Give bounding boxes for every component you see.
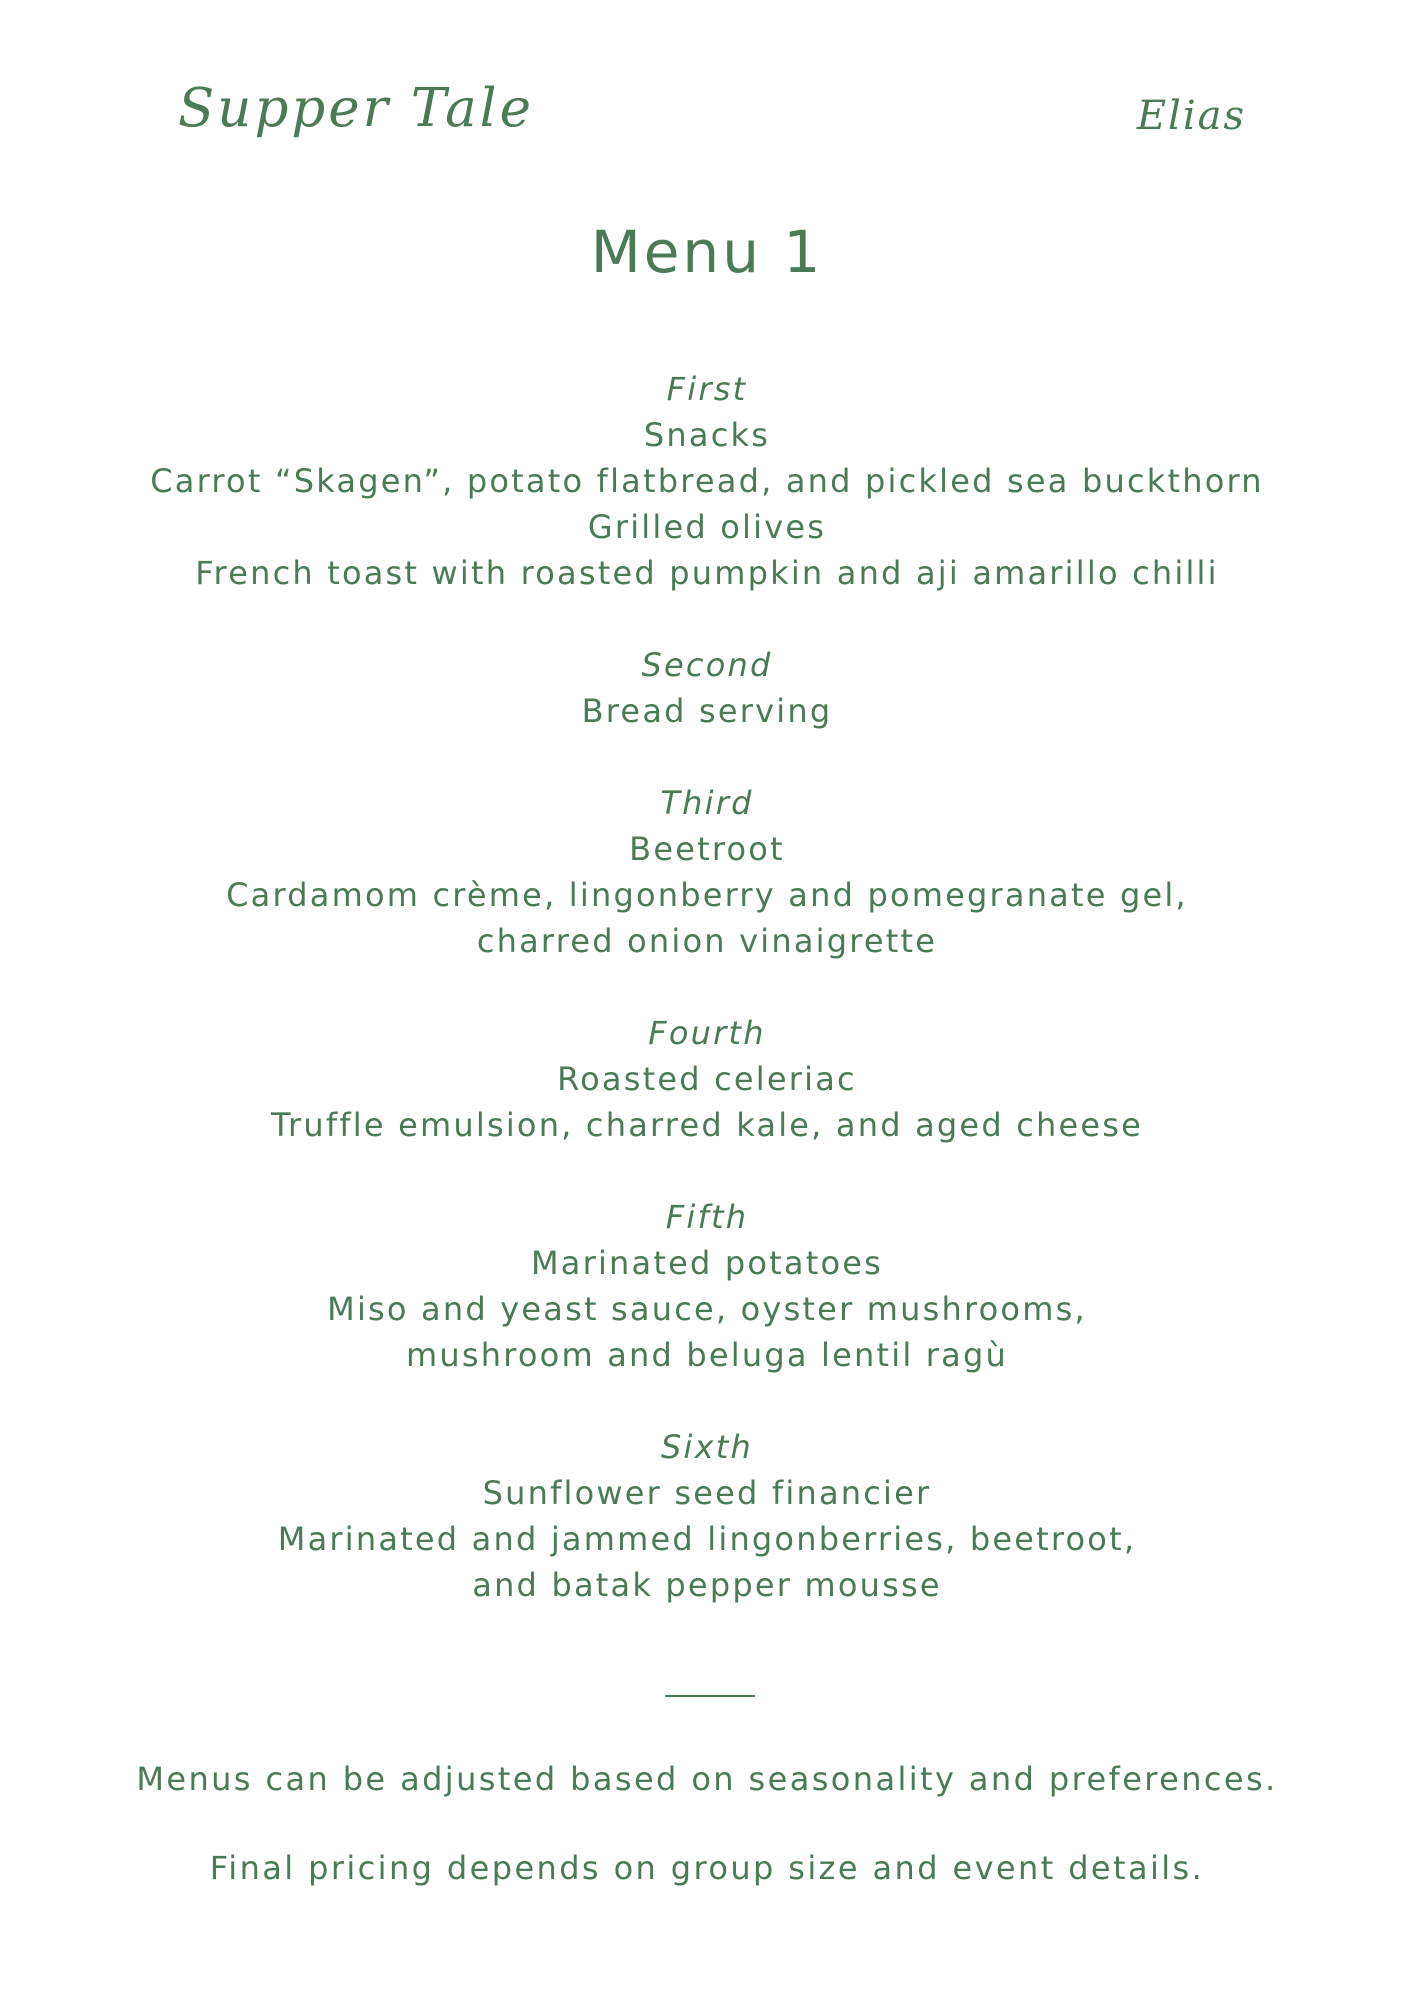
dish-name: Bread serving (581, 692, 833, 730)
course-label: First (666, 370, 748, 408)
course-label: Second (641, 646, 773, 684)
dish-description: and batak pepper mousse (472, 1566, 942, 1604)
dish-description: Carrot “Skagen”, potato flatbread, and pickled sea buckthorn (150, 462, 1264, 500)
dish-name: Roasted celeriac (557, 1060, 857, 1098)
dish-description: charred onion vinaigrette (476, 922, 938, 960)
course-second (0, 642, 1414, 734)
menu-title: Menu 1 (590, 218, 824, 286)
course-label: Sixth (661, 1428, 753, 1466)
course-label: Third (660, 784, 754, 822)
dish-name: Snacks (643, 416, 771, 454)
brand-name: Supper Tale (178, 78, 534, 139)
course-third (0, 780, 1414, 964)
dish-name: Marinated potatoes (530, 1244, 883, 1282)
seasonality-note: Menus can be adjusted based on seasonality and preferences. (136, 1760, 1278, 1798)
dish-description: Miso and yeast sauce, oyster mushrooms, (327, 1290, 1087, 1328)
chef-name: Elias (1136, 93, 1246, 139)
course-fourth (0, 1010, 1414, 1148)
course-label: Fourth (648, 1014, 766, 1052)
dish-name: Sunflower seed financier (482, 1474, 932, 1512)
dish-description: mushroom and beluga lentil ragù (406, 1336, 1008, 1374)
course-sixth (0, 1424, 1414, 1608)
dish-description: Marinated and jammed lingonberries, beetroot, (277, 1520, 1137, 1558)
dish-name: Beetroot (629, 830, 785, 868)
course-label: Fifth (665, 1198, 749, 1236)
course-first (0, 366, 1414, 596)
dish-description: French toast with roasted pumpkin and aji amarillo chilli (195, 554, 1219, 592)
dish-name: Grilled olives (587, 508, 827, 546)
course-fifth (0, 1194, 1414, 1378)
pricing-note: Final pricing depends on group size and event details. (209, 1849, 1205, 1887)
dish-description: Cardamom crème, lingonberry and pomegranate gel, (226, 876, 1188, 914)
course-list (0, 366, 1414, 1654)
section-divider (665, 1695, 755, 1697)
dish-description: Truffle emulsion, charred kale, and aged cheese (270, 1106, 1144, 1144)
